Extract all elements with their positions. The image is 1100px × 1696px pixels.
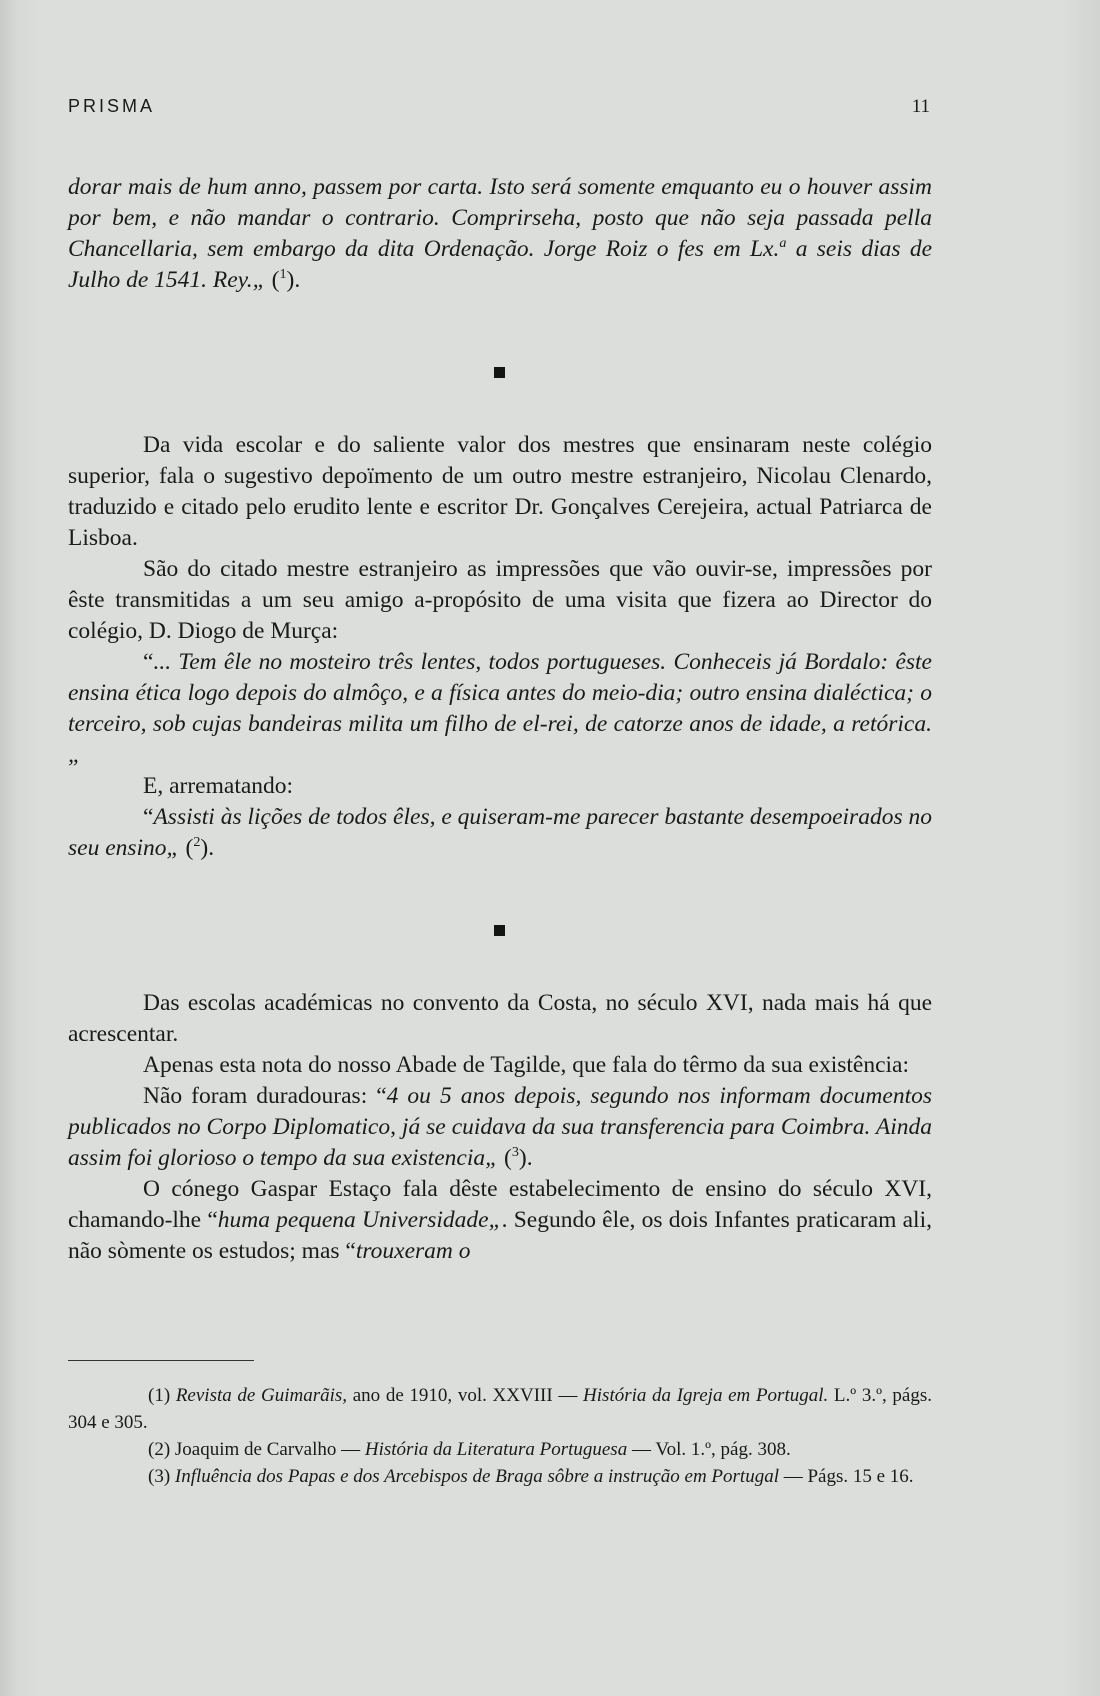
footnote-title: Revista de Guimarãis,: [175, 1385, 348, 1406]
ref-close: ).: [200, 835, 215, 861]
tagilde-quote: 4 ou 5 anos depois, segundo nos informam documentos publicados no Corpo Diplomatico, já se cuidava da sua transferencia para Coimbra. Ainda assim foi glorioso o tempo da sua existencia„: [68, 1083, 932, 1171]
footnote-3: [68, 1463, 932, 1490]
continued-text-end: a seis dias de Julho de 1541. Rey.„: [68, 236, 932, 293]
quote-paragraph: [68, 647, 932, 771]
footnote-title: Influência dos Papas e dos Arcebispos de Braga sôbre a instrução em Portugal: [174, 1466, 779, 1487]
running-header: [68, 96, 930, 126]
estaco-quote: huma pequena Universidade„: [217, 1207, 502, 1233]
paragraph-middle: . Segundo êle, os dois Infantes praticaram ali, não sòmente os estudos; mas: [68, 1207, 932, 1264]
footnote-2: [68, 1436, 932, 1463]
continued-paragraph: [68, 172, 932, 296]
footnote-text: ano de 1910, vol. XXVIII —: [347, 1385, 584, 1406]
paragraph: E, arrematando:: [143, 773, 294, 799]
footnote-1: [68, 1382, 932, 1436]
footnote-text: L.º 3.º, págs. 304 e 305.: [68, 1385, 932, 1433]
footnote-title: História da Literatura Portuguesa: [364, 1439, 628, 1460]
footnote-text: — Págs. 15 e 16.: [778, 1466, 914, 1487]
superscript-a: a: [779, 235, 787, 252]
paragraph-lead: O cónego Gaspar Estaço fala dêste estabelecimento de ensino do século XVI, chamando-lhe: [68, 1176, 932, 1233]
footnote-ref-2: 2: [193, 834, 201, 851]
paragraph: Das escolas académicas no convento da Costa, no século XVI, nada mais há que acrescentar.: [68, 990, 932, 1047]
footnote-ref-1: 1: [279, 266, 287, 283]
continued-text: dorar mais de hum anno, passem por carta. Isto será somente emquanto eu o houver assim por bem, e não mandar o contrario. Comprirseha, posto que não seja passada pella Chancellaria, sem embargo da dita Ordenação. Jorge Roiz o fes em Lx.: [68, 174, 932, 262]
ref-close: ).: [286, 267, 301, 293]
footnotes: [68, 1382, 932, 1490]
paragraph: Apenas esta nota do nosso Abade de Tagilde, que fala do têrmo da sua existência:: [143, 1052, 910, 1078]
quote-paragraph: [68, 802, 932, 864]
ref-open: (: [498, 1145, 512, 1171]
clenardo-quote-2: Assisti às lições de todos êles, e quiseram-me parecer bastante desempoeirados no seu ensino„: [68, 804, 932, 861]
paragraph: [68, 1174, 932, 1267]
costa-section: [68, 988, 932, 1267]
footnote-mark: (2): [148, 1439, 171, 1460]
paragraph: Da vida escolar e do saliente valor dos mestres que ensinaram neste colégio superior, fala o sugestivo depoïmento de um outro mestre estranjeiro, Nicolau Clenardo, traduzido e citado pelo erudito lente e escritor Dr. Gonçalves Cerejeira, actual Patriarca de Lisboa.: [68, 432, 932, 551]
page-number: 11: [911, 96, 930, 117]
section-separator-ornament: [494, 925, 505, 936]
continued-text-block: [68, 172, 932, 296]
footnote-text: — Vol. 1.º, pág. 308.: [627, 1439, 791, 1460]
footnote-text: Joaquim de Carvalho —: [174, 1439, 365, 1460]
quote-mark: “: [345, 1238, 356, 1264]
journal-title: PRISMA: [68, 96, 156, 116]
ref-close: ).: [518, 1145, 533, 1171]
ref-open: (: [179, 835, 194, 861]
footnote-mark: (3): [148, 1466, 171, 1487]
footnote-mark: (1): [148, 1385, 171, 1406]
quote-mark: “: [143, 649, 154, 675]
quote-mark: “: [143, 804, 154, 830]
paragraph: São do citado mestre estranjeiro as impressões que vão ouvir-se, impressões por êste transmitidas a um seu amigo a-propósito de uma visita que fizera ao Director do colégio, D. Diogo de Murça:: [68, 556, 932, 644]
clenardo-quote: ... Tem êle no mosteiro três lentes, todos portugueses. Conheceis já Bordalo: êste ensina ética logo depois do almôço, e a física antes do meio-dia; outro ensina dialéctica; o terceiro, sob cujas bandeiras milita um filho de el-rei, de catorze anos de idade, a retórica.„: [68, 649, 932, 768]
ref-open: (: [265, 267, 280, 293]
quote-paragraph: [68, 1081, 932, 1174]
footnote-rule: [68, 1360, 254, 1361]
section-separator-ornament: [494, 367, 505, 378]
clenardo-section: [68, 430, 932, 864]
quote-mark: “: [376, 1083, 387, 1109]
footnote-title: História da Igreja em Portugal.: [583, 1385, 829, 1406]
paragraph-lead: Não foram duradouras:: [143, 1083, 377, 1109]
estaco-quote-2: trouxeram o: [355, 1238, 471, 1264]
footnote-ref-3: 3: [511, 1144, 519, 1161]
quote-mark: “: [207, 1207, 218, 1233]
